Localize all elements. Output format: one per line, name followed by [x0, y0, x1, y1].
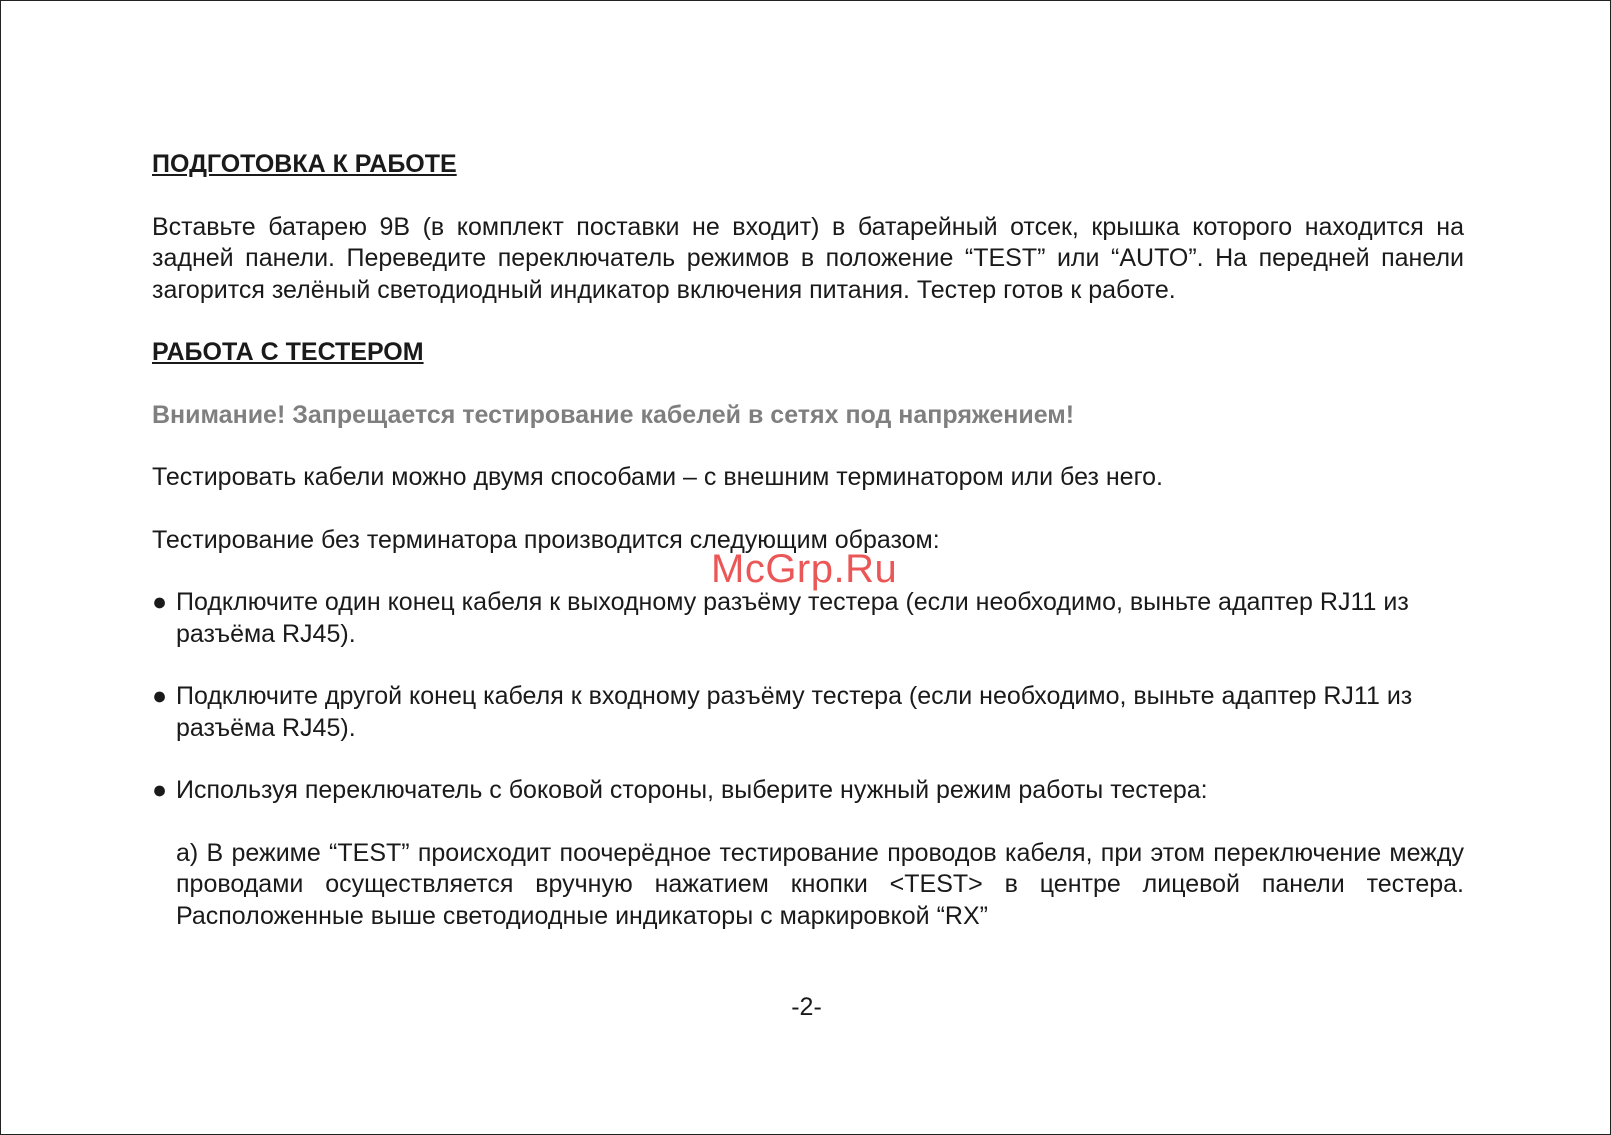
section-heading-preparation: ПОДГОТОВКА К РАБОТЕ — [152, 150, 457, 178]
list-item — [152, 587, 1464, 650]
list-item — [152, 775, 1464, 807]
intro-paragraph: Тестировать кабели можно двумя способами – с внешним терминатором или без него. — [152, 463, 1163, 491]
watermark: McGrp.Ru — [711, 547, 898, 591]
list-item-text: Подключите один конец кабеля к выходному разъёму тестера (если необходимо, выньте адаптер RJ11 из разъёма RJ45). — [176, 588, 1409, 648]
list-item-text: Используя переключатель с боковой стороны, выберите нужный режим работы тестера: — [176, 776, 1208, 804]
preparation-paragraph: Вставьте батарею 9В (в комплект поставки не входит) в батарейный отсек, крышка которого находится на задней панели. Переведите переключатель режимов в положение “TEST” или “AUTO”. На передней панели загорится зелёный светодиодный индикатор включения питания. Тестер готов к работе. — [152, 212, 1464, 304]
page-number: -2- — [791, 993, 822, 1021]
list-item-text: Подключите другой конец кабеля к входному разъёму тестера (если необходимо, выньте адаптер RJ11 из разъёма RJ45). — [176, 682, 1413, 742]
bullet-icon: ● — [152, 588, 168, 616]
bullet-icon: ● — [152, 776, 168, 804]
page-content — [152, 149, 1464, 932]
list-item — [152, 681, 1464, 744]
method-paragraph: Тестирование без терминатора производится следующим образом: — [152, 525, 940, 554]
warning-text: Внимание! Запрещается тестирование кабелей в сетях под напряжением! — [152, 400, 1075, 429]
bullet-icon: ● — [152, 682, 168, 710]
sub-item-test-mode: а) В режиме “TEST” происходит поочерёдное тестирование проводов кабеля, при этом переключение между проводами осуществляется вручную нажатием кнопки <TEST> в центре лицевой панели тестера. Расположенные выше светодиодные индикаторы с маркировкой “RX” — [176, 838, 1464, 930]
section-heading-operation: РАБОТА С ТЕСТЕРОМ — [152, 338, 424, 366]
